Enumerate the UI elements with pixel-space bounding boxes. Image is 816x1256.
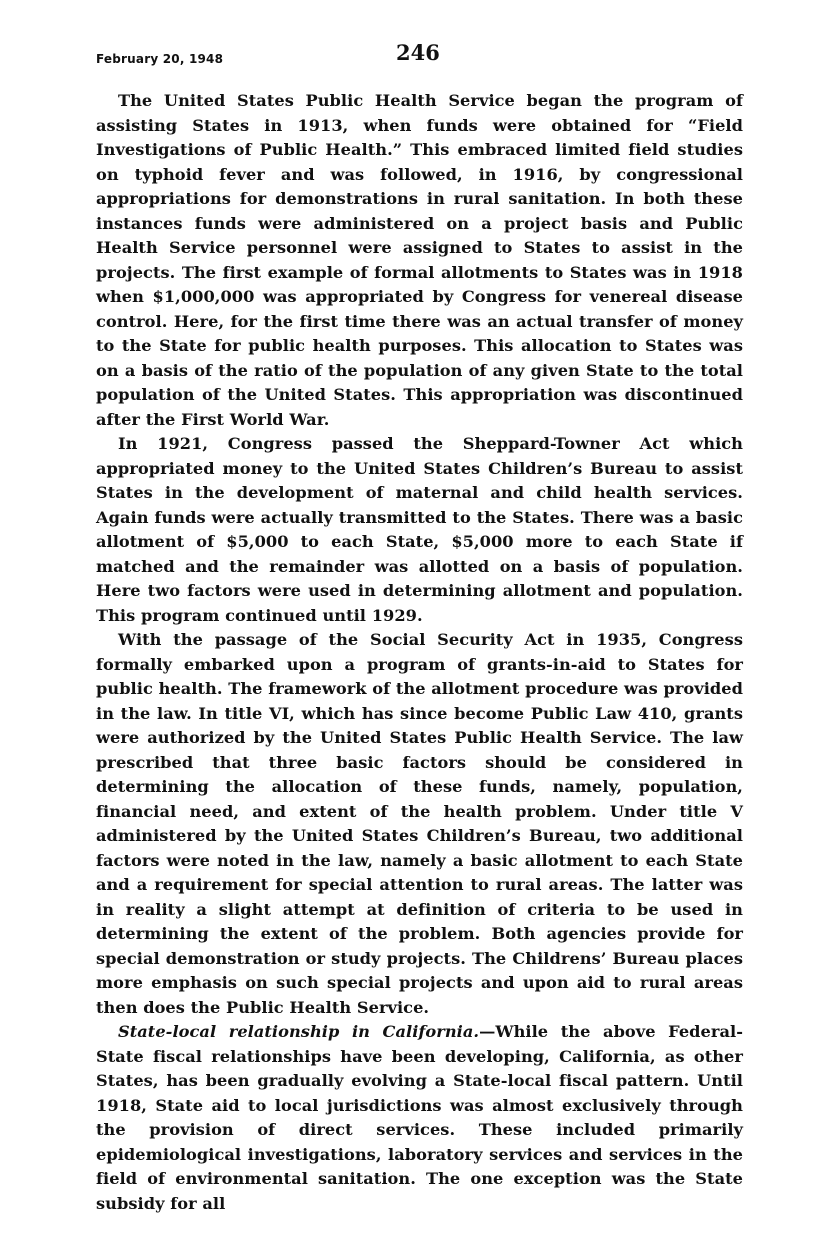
page-number: 246 <box>396 40 440 65</box>
header-date: February 20, 1948 <box>96 52 224 66</box>
paragraph-3: With the passage of the Social Security Act in 1935, Congress formally embarked upon a program of grants-in-aid to States for public health. The framework of the allotment procedure was provided in the law. In title VI, which has since become Public Law 410, grants were authorized by the United States Public Health Service. The law prescribed that three basic factors should be considered in determining the allocation of these funds, namely, population, financial need, and extent of the health problem. Under title V administered by the United States Children’s Bureau, two additional factors were noted in the law, namely a basic allotment to each State and a requirement for special attention to rural areas. The latter was in reality a slight attempt at definition of criteria to be used in determining the extent of the problem. Both agencies provide for special demonstration or study projects. The Childrens’ Bureau places more emphasis on such special projects and upon aid to rural areas then does the Public Health Service. <box>96 630 743 1017</box>
paragraph-1: The United States Public Health Service began the program of assisting States in 1913, when funds were obtained for “Field Investigations of Public Health.” This embraced limited field studies on typhoid fever and was followed, in 1916, by congressional appropriations for demonstrations in rural sanitation. In both these instances funds were administered on a project basis and Public Health Service personnel were assigned to States to assist in the projects. The first example of formal allotments to States was in 1918 when $1,000,000 was appropriated by Congress for venereal disease control. Here, for the first time there was an actual transfer of money to the State for public health purposes. This allocation to States was on a basis of the ratio of the population of any given State to the total population of the United States. This appropriation was discontinued after the First World War. <box>96 91 743 429</box>
paragraph-2: In 1921, Congress passed the Sheppard-Towner Act which appropriated money to the United States Children’s Bureau to assist States in the development of maternal and child health services. Again funds were actually transmitted to the States. There was a basic allotment of $5,000 to each State, $5,000 more to each State if matched and the remainder was allotted on a basis of population. Here two factors were used in determining allotment and population. This program continued until 1929. <box>96 434 743 625</box>
body-text <box>96 89 743 1216</box>
section-heading: State-local relationship in California. <box>118 1022 480 1041</box>
paragraph-4-text: —While the above Federal-State fiscal relationships have been developing, California, as other States, has been gradually evolving a State-local fiscal pattern. Until 1918, State aid to local jurisdictions was almost exclusively through the provision of direct services. These included primarily epidemiological investigations, laboratory services and services in the field of environmental sanitation. The one exception was the State subsidy for all <box>96 1022 743 1213</box>
paragraph-4 <box>96 1020 743 1216</box>
